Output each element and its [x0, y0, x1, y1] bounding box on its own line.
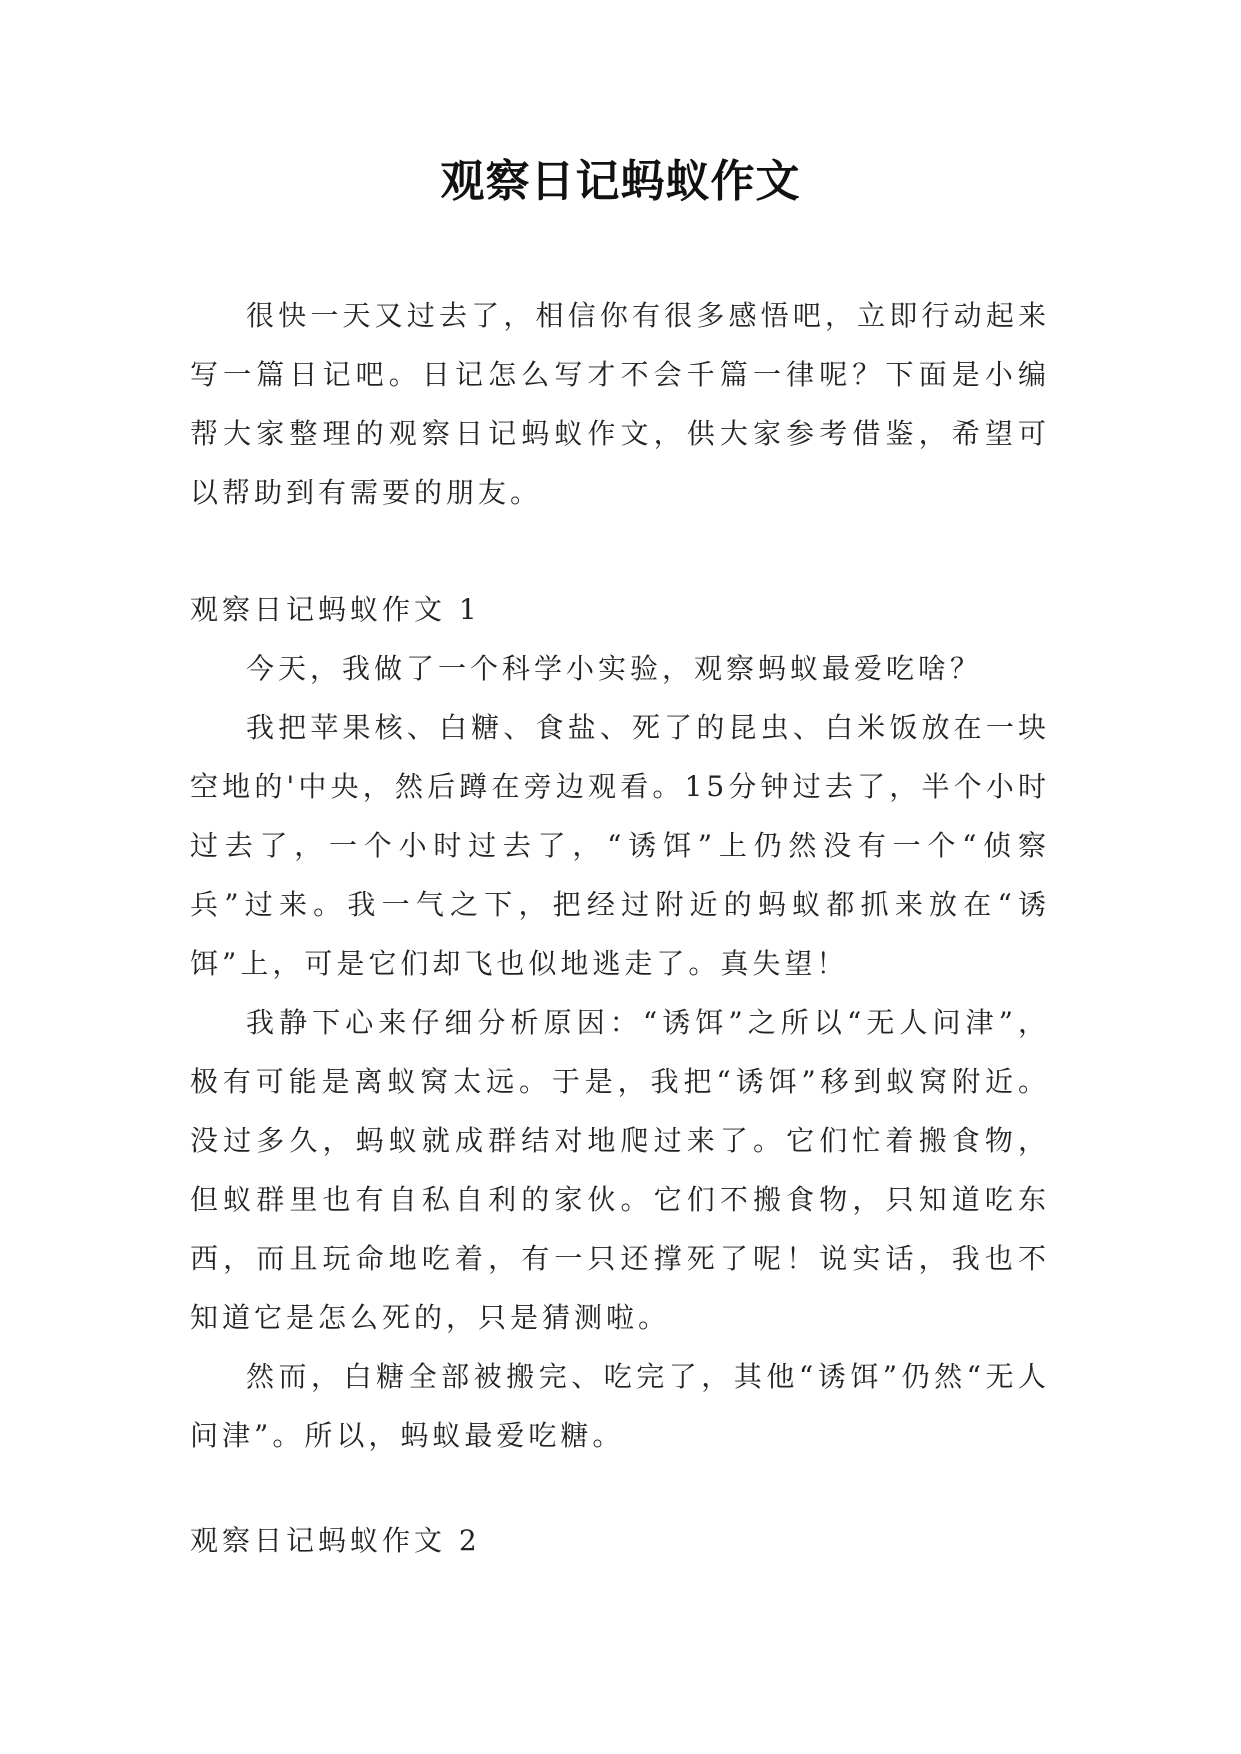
intro-section	[190, 286, 1050, 522]
essay-1-body	[190, 639, 1050, 1465]
section-heading-1: 观察日记蚂蚁作文 1	[190, 593, 481, 626]
document-title: 观察日记蚂蚁作文	[440, 156, 801, 207]
essay-1-paragraph-1: 今天，我做了一个科学小实验，观察蚂蚁最爱吃啥？	[246, 652, 983, 685]
essay-1-paragraph-4: 然而，白糖全部被搬完、吃完了，其他“诱饵”仍然“无人问津”。所以，蚂蚁最爱吃糖。	[190, 1360, 1050, 1452]
essay-1-paragraph-3: 我静下心来仔细分析原因：“诱饵”之所以“无人问津”，极有可能是离蚁窝太远。于是，我把“诱饵”移到蚁窝附近。没过多久，蚂蚁就成群结对地爬过来了。它们忙着搬食物，但蚁群里也有自私自利的家伙。它们不搬食物，只知道吃东西，而且玩命地吃着，有一只还撑死了呢！说实话，我也不知道它是怎么死的，只是猜测啦。	[190, 1006, 1050, 1334]
section-heading-2: 观察日记蚂蚁作文 2	[190, 1524, 481, 1557]
essay-1-paragraph-2: 我把苹果核、白糖、食盐、死了的昆虫、白米饭放在一块空地的'中央，然后蹲在旁边观看。15分钟过去了，半个小时过去了，一个小时过去了，“诱饵”上仍然没有一个“侦察兵”过来。我一气之下，把经过附近的蚂蚁都抓来放在“诱饵”上，可是它们却飞也似地逃走了。真失望！	[190, 711, 1050, 980]
intro-paragraph: 很快一天又过去了，相信你有很多感悟吧，立即行动起来写一篇日记吧。日记怎么写才不会千篇一律呢？下面是小编帮大家整理的观察日记蚂蚁作文，供大家参考借鉴，希望可以帮助到有需要的朋友。	[190, 299, 1050, 509]
